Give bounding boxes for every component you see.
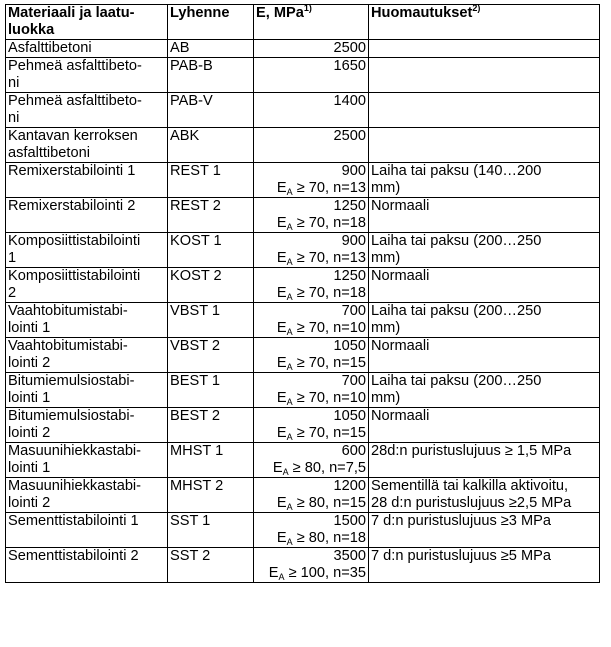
notes-cell: Normaali: [369, 408, 600, 443]
header-e-label: E, MPa: [256, 5, 304, 21]
material-cell: Pehmeä asfalttibeto- ni: [6, 58, 168, 93]
e-value-cell: [254, 373, 369, 408]
abbreviation-cell: MHST 1: [168, 443, 254, 478]
e-value: 1050: [333, 338, 366, 354]
material-cell: Vaahtobitumistabi- lointi 2: [6, 338, 168, 373]
e-value-cell: [254, 478, 369, 513]
e-value: 2500: [333, 40, 366, 56]
ea-subscript: A: [286, 397, 293, 407]
ea-subscript: A: [286, 502, 293, 512]
ea-condition: [256, 495, 366, 512]
modulus-table: [5, 4, 600, 583]
e-value-cell: [254, 93, 369, 128]
table-row: [6, 303, 600, 338]
ea-symbol: E: [276, 495, 287, 511]
e-value: 1250: [333, 268, 366, 284]
table-row: [6, 443, 600, 478]
ea-subscript: A: [286, 292, 293, 302]
header-e-footnote: 1): [303, 3, 312, 13]
table-row: [6, 548, 600, 583]
notes-cell: Laiha tai paksu (200…250 mm): [369, 373, 600, 408]
material-cell: Remixerstabilointi 2: [6, 198, 168, 233]
table-row: [6, 58, 600, 93]
ea-rest: ≥ 70, n=13: [292, 250, 366, 266]
ea-condition: [256, 530, 366, 547]
ea-subscript: A: [278, 572, 285, 582]
table-row: [6, 198, 600, 233]
ea-symbol: E: [276, 530, 287, 546]
header-notes-label: Huomautukset: [371, 5, 473, 21]
ea-subscript: A: [282, 467, 289, 477]
e-value: 3500: [333, 548, 366, 564]
ea-rest: ≥ 70, n=10: [292, 320, 366, 336]
material-cell: Bitumiemulsiostabi- lointi 2: [6, 408, 168, 443]
ea-subscript: A: [286, 187, 293, 197]
ea-rest: ≥ 70, n=15: [292, 355, 366, 371]
e-value: 700: [341, 303, 366, 319]
ea-rest: ≥ 80, n=15: [292, 495, 366, 511]
ea-symbol: E: [276, 180, 287, 196]
abbreviation-cell: REST 1: [168, 163, 254, 198]
material-cell: Masuunihiekkastabi- lointi 2: [6, 478, 168, 513]
ea-subscript: A: [286, 432, 293, 442]
material-cell: Komposiittistabilointi 2: [6, 268, 168, 303]
header-abbreviation: Lyhenne: [168, 5, 254, 40]
e-value: 1050: [333, 408, 366, 424]
material-cell: Masuunihiekkastabi- lointi 1: [6, 443, 168, 478]
abbreviation-cell: VBST 2: [168, 338, 254, 373]
material-cell: Sementtistabilointi 2: [6, 548, 168, 583]
ea-condition: [256, 215, 366, 232]
notes-cell: Laiha tai paksu (140…200 mm): [369, 163, 600, 198]
notes-cell: Normaali: [369, 268, 600, 303]
ea-symbol: E: [276, 285, 287, 301]
ea-condition: [256, 320, 366, 337]
e-value: 2500: [333, 128, 366, 144]
abbreviation-cell: REST 2: [168, 198, 254, 233]
ea-subscript: A: [286, 327, 293, 337]
table-row: [6, 40, 600, 58]
e-value-cell: [254, 163, 369, 198]
material-cell: Vaahtobitumistabi- lointi 1: [6, 303, 168, 338]
material-cell: Bitumiemulsiostabi- lointi 1: [6, 373, 168, 408]
notes-cell: 28d:n puristuslujuus ≥ 1,5 MPa: [369, 443, 600, 478]
material-cell: Remixerstabilointi 1: [6, 163, 168, 198]
table-row: [6, 338, 600, 373]
table-row: [6, 408, 600, 443]
ea-rest: ≥ 70, n=18: [292, 215, 366, 231]
ea-rest: ≥ 70, n=10: [292, 390, 366, 406]
notes-cell: [369, 40, 600, 58]
e-value-cell: [254, 443, 369, 478]
abbreviation-cell: PAB-B: [168, 58, 254, 93]
ea-rest: ≥ 100, n=35: [284, 565, 366, 581]
ea-condition: [256, 460, 366, 477]
e-value: 1200: [333, 478, 366, 494]
table-row: [6, 128, 600, 163]
abbreviation-cell: SST 2: [168, 548, 254, 583]
ea-subscript: A: [286, 537, 293, 547]
e-value-cell: [254, 408, 369, 443]
table-row: [6, 233, 600, 268]
ea-rest: ≥ 70, n=13: [292, 180, 366, 196]
e-value-cell: [254, 198, 369, 233]
header-notes: [369, 5, 600, 40]
material-cell: Sementtistabilointi 1: [6, 513, 168, 548]
table-row: [6, 373, 600, 408]
ea-condition: [256, 355, 366, 372]
e-value-cell: [254, 303, 369, 338]
table-row: [6, 93, 600, 128]
ea-symbol: E: [268, 565, 279, 581]
table-row: [6, 478, 600, 513]
material-cell: Asfalttibetoni: [6, 40, 168, 58]
e-value-cell: [254, 513, 369, 548]
notes-cell: [369, 58, 600, 93]
e-value: 1400: [333, 93, 366, 109]
e-value-cell: [254, 548, 369, 583]
ea-subscript: A: [286, 362, 293, 372]
ea-symbol: E: [276, 355, 287, 371]
ea-symbol: E: [276, 390, 287, 406]
notes-cell: Laiha tai paksu (200…250 mm): [369, 233, 600, 268]
e-value-cell: [254, 40, 369, 58]
ea-subscript: A: [286, 257, 293, 267]
header-material: Materiaali ja laatu- luokka: [6, 5, 168, 40]
ea-rest: ≥ 80, n=18: [292, 530, 366, 546]
e-value: 700: [341, 373, 366, 389]
e-value-cell: [254, 58, 369, 93]
notes-cell: Sementillä tai kalkilla aktivoitu, 28 d:n puristuslujuus ≥2,5 MPa: [369, 478, 600, 513]
abbreviation-cell: ABK: [168, 128, 254, 163]
notes-cell: Normaali: [369, 198, 600, 233]
e-value-cell: [254, 233, 369, 268]
abbreviation-cell: BEST 1: [168, 373, 254, 408]
table-body: [6, 40, 600, 583]
e-value-cell: [254, 338, 369, 373]
material-cell: Komposiittistabilointi 1: [6, 233, 168, 268]
abbreviation-cell: VBST 1: [168, 303, 254, 338]
ea-condition: [256, 425, 366, 442]
material-cell: Pehmeä asfalttibeto- ni: [6, 93, 168, 128]
ea-condition: [256, 565, 366, 582]
abbreviation-cell: AB: [168, 40, 254, 58]
notes-cell: Laiha tai paksu (200…250 mm): [369, 303, 600, 338]
abbreviation-cell: PAB-V: [168, 93, 254, 128]
ea-rest: ≥ 70, n=15: [292, 425, 366, 441]
notes-cell: Normaali: [369, 338, 600, 373]
ea-condition: [256, 390, 366, 407]
ea-rest: ≥ 70, n=18: [292, 285, 366, 301]
ea-symbol: E: [276, 215, 287, 231]
abbreviation-cell: SST 1: [168, 513, 254, 548]
notes-cell: [369, 128, 600, 163]
abbreviation-cell: KOST 2: [168, 268, 254, 303]
ea-subscript: A: [286, 222, 293, 232]
notes-cell: 7 d:n puristuslujuus ≥5 MPa: [369, 548, 600, 583]
ea-rest: ≥ 80, n=7,5: [288, 460, 366, 476]
e-value-cell: [254, 128, 369, 163]
abbreviation-cell: KOST 1: [168, 233, 254, 268]
ea-condition: [256, 250, 366, 267]
ea-condition: [256, 180, 366, 197]
table-row: [6, 163, 600, 198]
material-cell: Kantavan kerroksen asfalttibetoni: [6, 128, 168, 163]
e-value: 900: [341, 233, 366, 249]
e-value-cell: [254, 268, 369, 303]
abbreviation-cell: BEST 2: [168, 408, 254, 443]
notes-cell: [369, 93, 600, 128]
ea-symbol: E: [276, 250, 287, 266]
header-row: [6, 5, 600, 40]
table-row: [6, 268, 600, 303]
header-e-mpa: [254, 5, 369, 40]
table-row: [6, 513, 600, 548]
notes-cell: 7 d:n puristuslujuus ≥3 MPa: [369, 513, 600, 548]
ea-symbol: E: [276, 320, 287, 336]
ea-symbol: E: [276, 425, 287, 441]
e-value: 1500: [333, 513, 366, 529]
e-value: 600: [341, 443, 366, 459]
header-notes-footnote: 2): [472, 3, 481, 13]
e-value: 900: [341, 163, 366, 179]
ea-condition: [256, 285, 366, 302]
e-value: 1250: [333, 198, 366, 214]
e-value: 1650: [333, 58, 366, 74]
ea-symbol: E: [272, 460, 283, 476]
abbreviation-cell: MHST 2: [168, 478, 254, 513]
